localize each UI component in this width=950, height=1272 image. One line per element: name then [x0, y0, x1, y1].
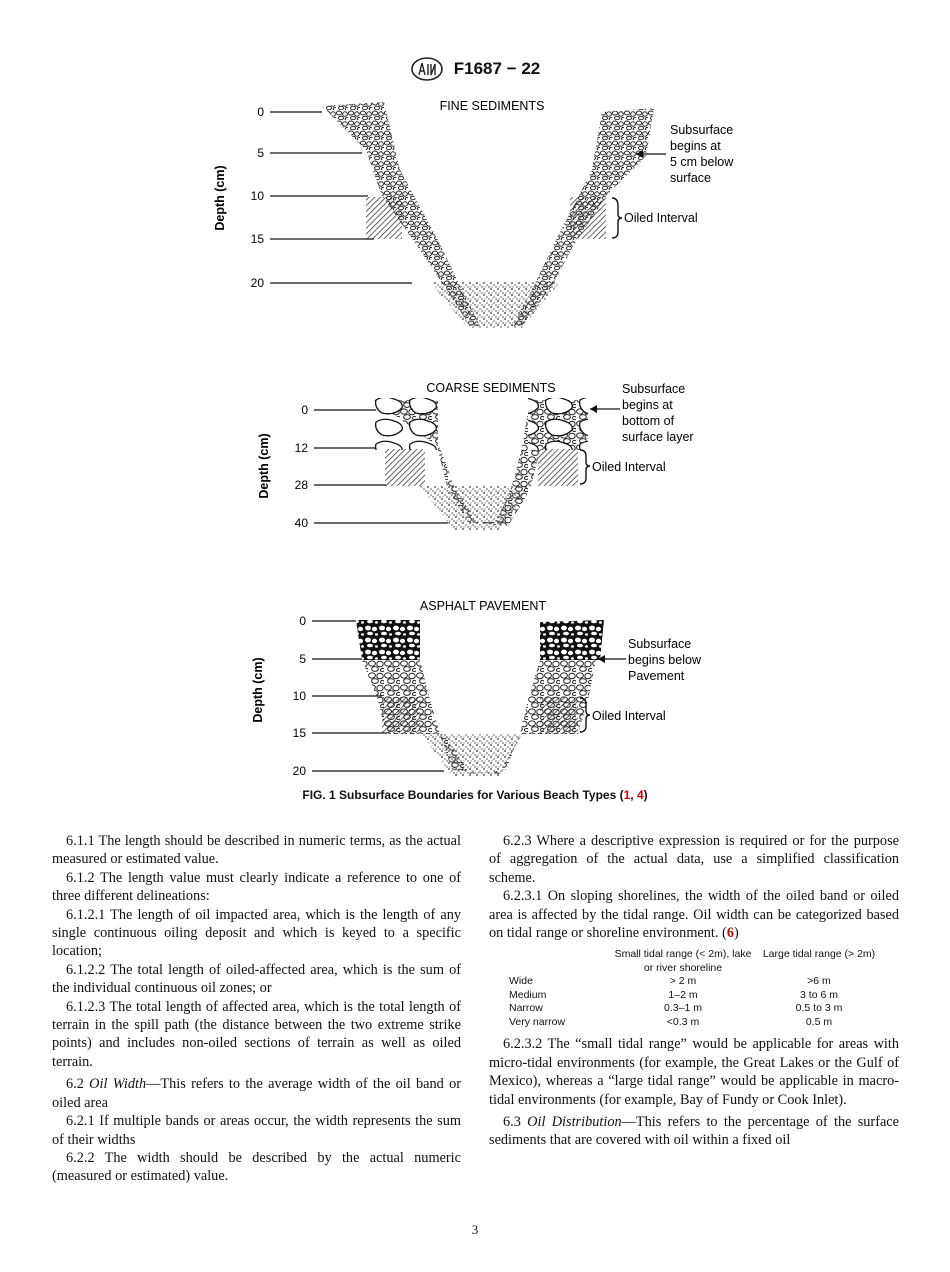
oiled-interval-label: Oiled Interval: [592, 460, 666, 474]
subsurface-note: Subsurface begins at 5 cm below surface: [670, 123, 734, 185]
tick-label: 0: [299, 614, 306, 628]
tick-label: 15: [250, 232, 264, 246]
oiled-zone-hatch: [385, 449, 425, 486]
panel-coarse-sediments: [257, 381, 694, 530]
subsurface-note: Subsurface begins below Pavement: [628, 637, 701, 683]
paragraph: 6.2.3.2 The “small tidal range” would be applicable for areas with micro-tidal environments (for example, the Great Lakes or the Gulf of Mexico), whereas a “large tidal range” would be applicable in macro-tidal environments (for example, Bay of Fundy or Cook Inlet).: [489, 1036, 899, 1108]
tick-label: 10: [292, 689, 306, 703]
panel-fine-sediments: [213, 99, 737, 328]
tick-label: 15: [292, 726, 306, 740]
paragraph: 6.1.2.3 The total length of affected area, which is the total length of terrain in the spill path (the distance between the two extreme strike points) and includes non-oiled sections of terrain as well as oiled terrain.: [52, 998, 461, 1070]
right-column: [489, 832, 899, 1150]
panel-title: FINE SEDIMENTS: [439, 99, 545, 113]
reference-link[interactable]: 6: [726, 925, 734, 942]
oiled-zone-hatch: [366, 197, 402, 239]
tick-label: 20: [250, 276, 264, 290]
section-paragraph: 6.3 Oil Distribution—This refers to the percentage of the surface sediments that are covered with oil within a fixed oil: [489, 1114, 899, 1149]
tick-label: 20: [292, 764, 306, 778]
panel-title: COARSE SEDIMENTS: [426, 381, 556, 395]
oiled-interval-label: Oiled Interval: [592, 709, 666, 723]
paragraph: 6.1.2 The length value must clearly indicate a reference to one of three different delineations:: [52, 869, 461, 905]
oiled-zone-hatch: [570, 197, 606, 239]
bracket-icon: [580, 450, 590, 484]
bracket-icon: [612, 198, 622, 238]
oiled-zone-hatch: [540, 697, 578, 733]
y-axis-label: Depth (cm): [213, 165, 227, 231]
tick-label: 12: [294, 441, 308, 455]
reference-link[interactable]: 4: [636, 788, 644, 802]
paragraph: 6.2.3.1 On sloping shorelines, the width of the oiled band or oiled area is affected by the tidal range. Oil width can be categorized based on tidal range or shoreline environment. (6): [489, 888, 899, 942]
tick-label: 0: [301, 403, 308, 417]
oiled-interval-label: Oiled Interval: [624, 211, 698, 225]
tidal-range-table: [509, 948, 885, 1029]
tick-label: 5: [257, 146, 264, 160]
tick-label: 40: [294, 516, 308, 530]
subsurface-note: Subsurface begins at bottom of surface layer: [622, 382, 694, 444]
y-axis-label: Depth (cm): [251, 657, 265, 723]
table-header-row: Small tidal range (< 2m), lake or river shoreline Large tidal range (> 2m): [614, 948, 876, 974]
paragraph: 6.1.1 The length should be described in numeric terms, as the actual measured or estimated value.: [52, 833, 461, 868]
section-paragraph: 6.2 Oil Width—This refers to the average width of the oil band or oiled area: [52, 1076, 461, 1111]
paragraph: 6.1.2.1 The length of oil impacted area, which is the length of any single continuous oiling deposit and which is keyed to a specific location;: [52, 906, 461, 960]
page-number: 3: [471, 1222, 479, 1237]
left-column: [52, 832, 461, 1186]
oiled-zone-hatch: [382, 697, 420, 733]
paragraph: 6.2.3 Where a descriptive expression is required or for the purpose of aggregation of the actual data, use a simplified classification scheme.: [489, 833, 899, 886]
cobble-layer: [374, 398, 440, 450]
tick-label: 28: [294, 478, 308, 492]
document-title: F1687 − 22: [453, 59, 541, 78]
tick-label: 0: [257, 105, 264, 119]
asphalt-layer: [356, 620, 420, 660]
paragraph: 6.2.1 If multiple bands or areas occur, the width represents the sum of their widths: [52, 1113, 461, 1148]
tick-label: 10: [250, 189, 264, 203]
y-axis-label: Depth (cm): [257, 433, 271, 499]
table-row: Wide > 2 m >6 m: [509, 975, 831, 988]
table-row: Medium 1–2 m 3 to 6 m: [509, 988, 838, 1001]
table-row: Very narrow <0.3 m 0.5 m: [509, 1015, 833, 1028]
reference-link[interactable]: 1: [623, 788, 631, 802]
oiled-zone-hatch: [538, 449, 578, 486]
cobble-layer: [528, 398, 588, 450]
panel-asphalt-pavement: [251, 599, 704, 778]
panel-title: ASPHALT PAVEMENT: [419, 599, 547, 613]
asphalt-layer: [540, 620, 604, 660]
paragraph: 6.1.2.2 The total length of oiled-affected area, which is the sum of the individual continuous oil zones; or: [52, 961, 461, 997]
table-row: Narrow 0.3–1 m 0.5 to 3 m: [509, 1002, 843, 1015]
paragraph: 6.2.2 The width should be described by the actual numeric (measured or estimated) value.: [52, 1149, 461, 1185]
tick-label: 5: [299, 652, 306, 666]
figure-caption: FIG. 1 Subsurface Boundaries for Various Beach Types (1, 4): [302, 788, 648, 802]
